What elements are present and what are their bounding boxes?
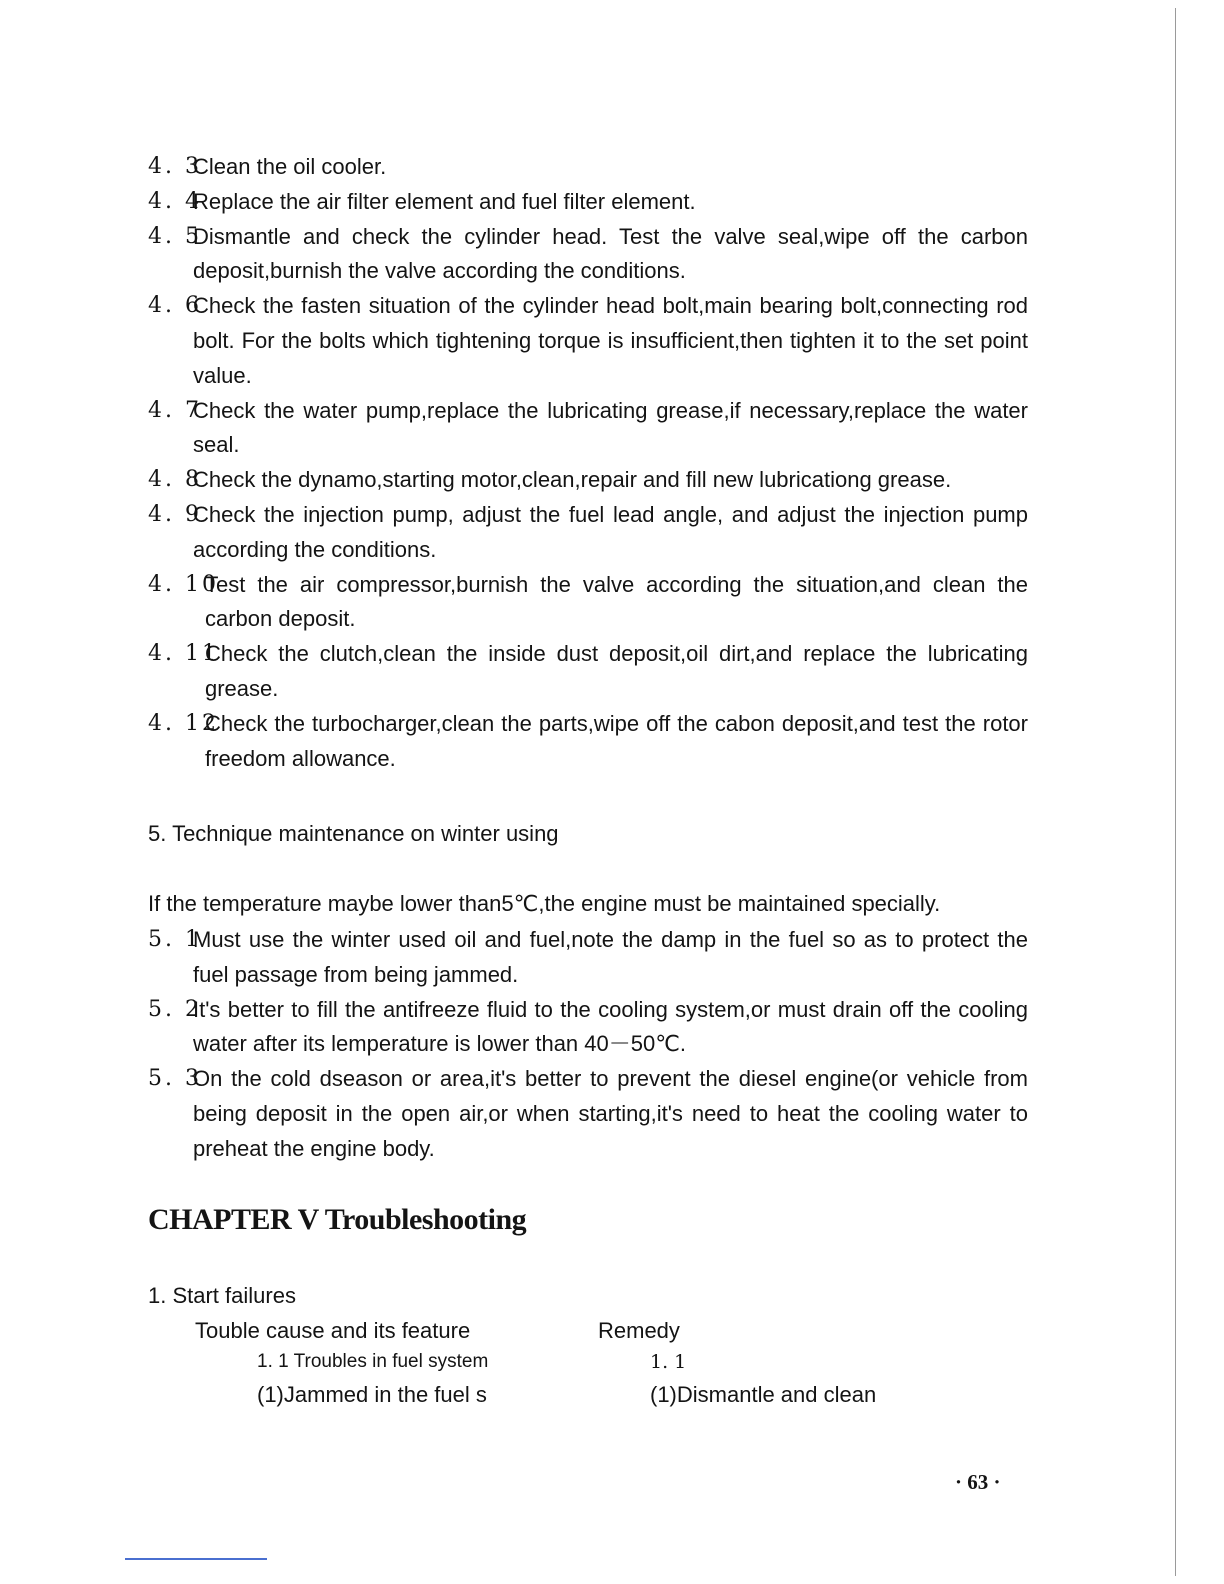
remedy-item: (1)Dismantle and clean: [650, 1382, 877, 1407]
item-text: Check the injection pump, adjust the fuel lead angle, and adjust the injection pump according the conditions.: [193, 501, 1028, 562]
cause-column-header: Touble cause and its feature: [195, 1318, 471, 1343]
list-item: [148, 1062, 1028, 1166]
list-item: [148, 394, 1028, 464]
list-item: [148, 150, 1028, 185]
item-text: Check the clutch,clean the inside dust deposit,oil dirt,and replace the lubricating grease.: [205, 641, 1028, 701]
remedy-column-header: Remedy: [598, 1318, 680, 1343]
list-item: [148, 568, 1028, 638]
item-text: Must use the winter used oil and fuel,note the damp in the fuel so as to protect the fuel passage from being jammed.: [193, 927, 1028, 987]
item-text: It's better to fill the antifreeze fluid to the cooling system,or must drain off the cooling water after its lemperature is lower than 40－50℃.: [193, 996, 1028, 1057]
item-number: 4. 9: [148, 501, 202, 527]
item-number: 4. 12: [148, 710, 219, 736]
list-item: [148, 463, 1028, 498]
item-number: 4. 5: [148, 223, 202, 249]
item-number: 4. 3: [148, 154, 202, 179]
item-text: Check the fasten situation of the cylinder head bolt,main bearing bolt,connecting rod bolt. For the bolts which tightening torque is insufficient,then tighten it to the set point value.: [193, 293, 1028, 388]
item-text: Test the air compressor,burnish the valve according the situation,and clean the carbon deposit.: [205, 571, 1028, 632]
cause-item: (1)Jammed in the fuel s: [257, 1382, 487, 1407]
item-number: 5. 1: [148, 927, 202, 952]
item-text: Check the water pump,replace the lubricating grease,if necessary,replace the water seal.: [193, 397, 1028, 458]
section-5-intro: If the temperature maybe lower than5℃,the engine must be maintained specially.: [148, 891, 941, 916]
item-text: Check the turbocharger,clean the parts,wipe off the cabon deposit,and test the rotor freedom allowance.: [205, 710, 1028, 771]
page-number: · 63 ·: [955, 1470, 1001, 1494]
item-number: 4. 6: [148, 293, 202, 319]
list-item: [148, 707, 1028, 777]
item-text: On the cold dseason or area,it's better to prevent the diesel engine(or vehicle from being deposit in the open air,or when starting,it's need to heat the cooling water to preheat the engine body.: [193, 1066, 1028, 1161]
section-5-list: [148, 923, 1028, 1167]
footer-rule: [125, 1558, 267, 1560]
item-number: 4. 11: [148, 641, 219, 667]
fuel-system-troubles: 1. 1 Troubles in fuel system: [257, 1351, 489, 1372]
item-number: 4. 8: [148, 467, 202, 493]
section-4-list: [148, 150, 1028, 776]
chapter-title: CHAPTER V Troubleshooting: [148, 1203, 527, 1236]
item-number: 5. 2: [148, 996, 202, 1022]
list-item: [148, 220, 1028, 290]
remedy-number: 1. 1: [650, 1351, 687, 1373]
start-failures-heading: 1. Start failures: [148, 1283, 296, 1308]
list-item: [148, 498, 1028, 568]
list-item: [148, 923, 1028, 993]
item-text: Check the dynamo,starting motor,clean,repair and fill new lubricationg grease.: [193, 467, 952, 493]
item-text: Dismantle and check the cylinder head. Test the valve seal,wipe off the carbon deposit,burnish the valve according the conditions.: [193, 223, 1028, 284]
item-number: 4. 7: [148, 397, 202, 423]
item-text: Clean the oil cooler.: [193, 154, 387, 179]
list-item: [148, 289, 1028, 393]
item-number: 5. 3: [148, 1066, 202, 1092]
item-text: Replace the air filter element and fuel filter element.: [193, 188, 696, 214]
section-5-heading: 5. Technique maintenance on winter using: [148, 821, 559, 846]
page-edge-line: [1175, 8, 1176, 1576]
item-number: 4. 4: [148, 188, 202, 214]
list-item: [148, 993, 1028, 1063]
list-item: [148, 637, 1028, 707]
item-number: 4. 10: [148, 571, 219, 597]
list-item: [148, 185, 1028, 220]
